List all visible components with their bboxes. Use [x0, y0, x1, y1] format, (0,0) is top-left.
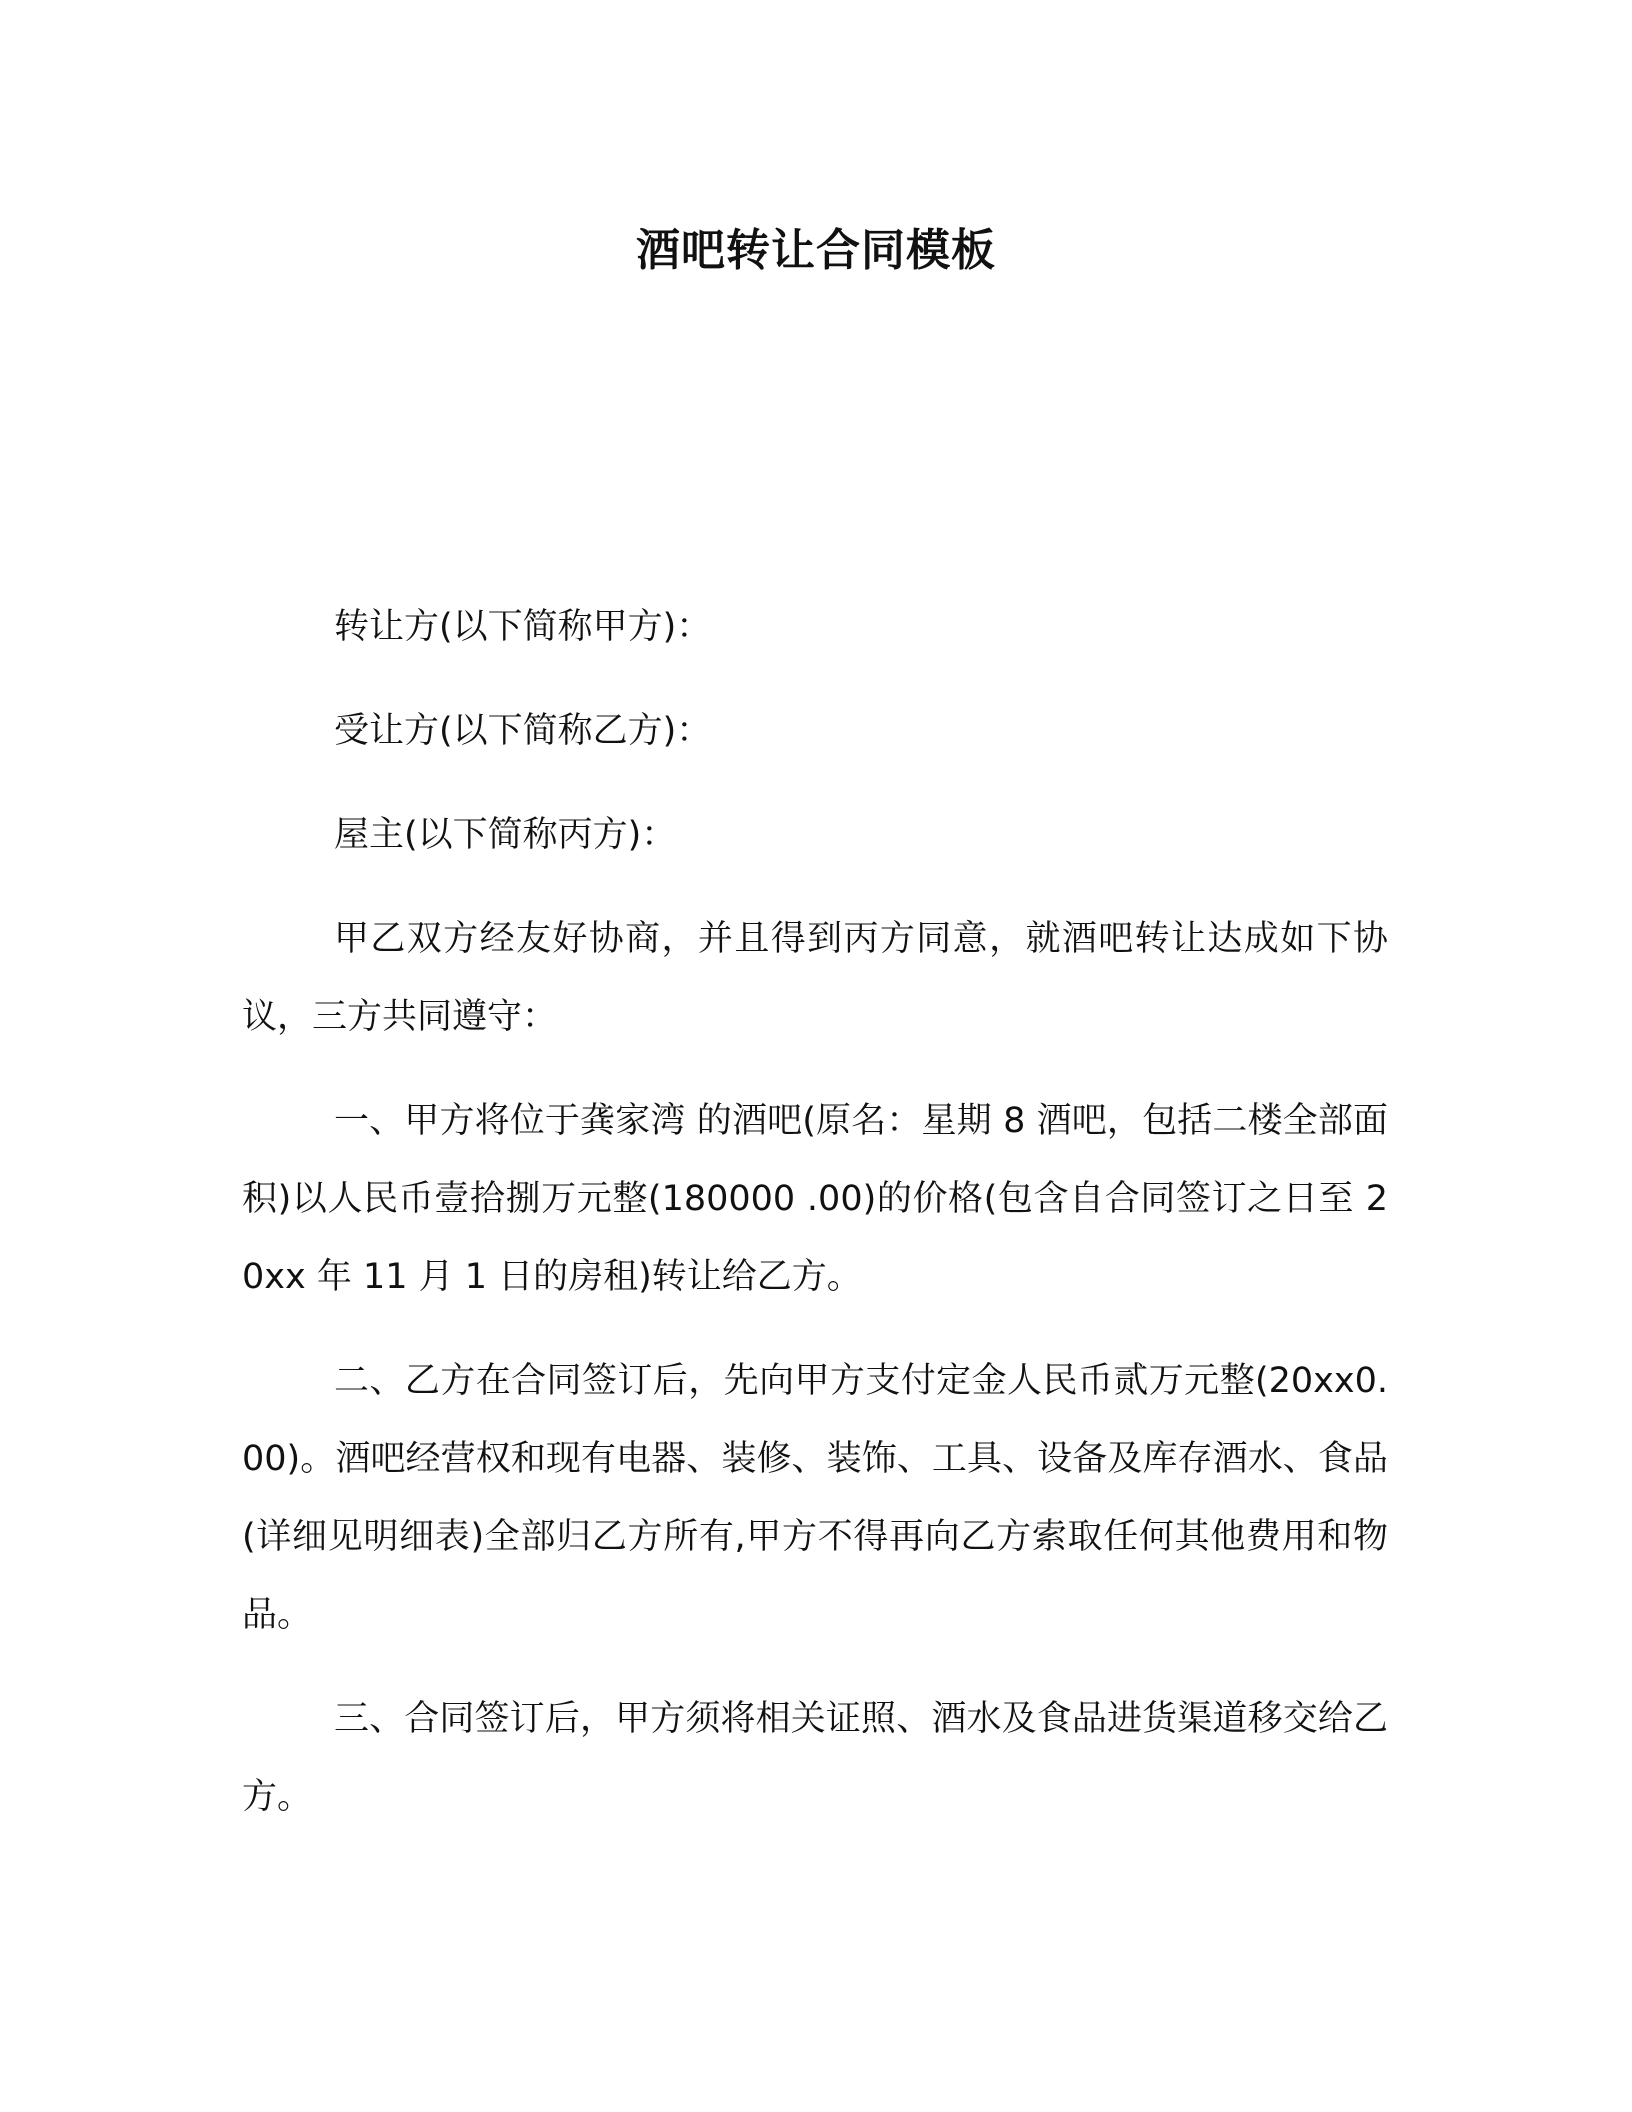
document-body [242, 588, 1388, 1862]
party-landlord: 屋主(以下简称丙方)： [334, 815, 677, 855]
clause-3: 三、合同签订后，甲方须将相关证照、酒水及食品进货渠道移交给乙方。 [242, 1699, 1388, 1817]
party-transferor: 转让方(以下简称甲方)： [334, 607, 712, 647]
clause-1: 一、甲方将位于龚家湾 的酒吧(原名：星期 8 酒吧，包括二楼全部面积)以人民币壹拾捌万元整(180000 .00)的价格(包含自合同签订之日至 20xx 年 11 月 1 日的房租)转让给乙方。 [242, 1101, 1388, 1297]
party-transferee: 受让方(以下简称乙方)： [334, 711, 712, 751]
preamble-paragraph: 甲乙双方经友好协商，并且得到丙方同意，就酒吧转让达成如下协议，三方共同遵守： [242, 919, 1388, 1037]
clause-2: 二、乙方在合同签订后，先向甲方支付定金人民币贰万元整(20xx0.00)。酒吧经营权和现有电器、装修、装饰、工具、设备及库存酒水、食品(详细见明细表)全部归乙方所有,甲方不得再向乙方索取任何其他费用和物品。 [242, 1361, 1388, 1635]
document-title: 酒吧转让合同模板 [636, 225, 996, 276]
